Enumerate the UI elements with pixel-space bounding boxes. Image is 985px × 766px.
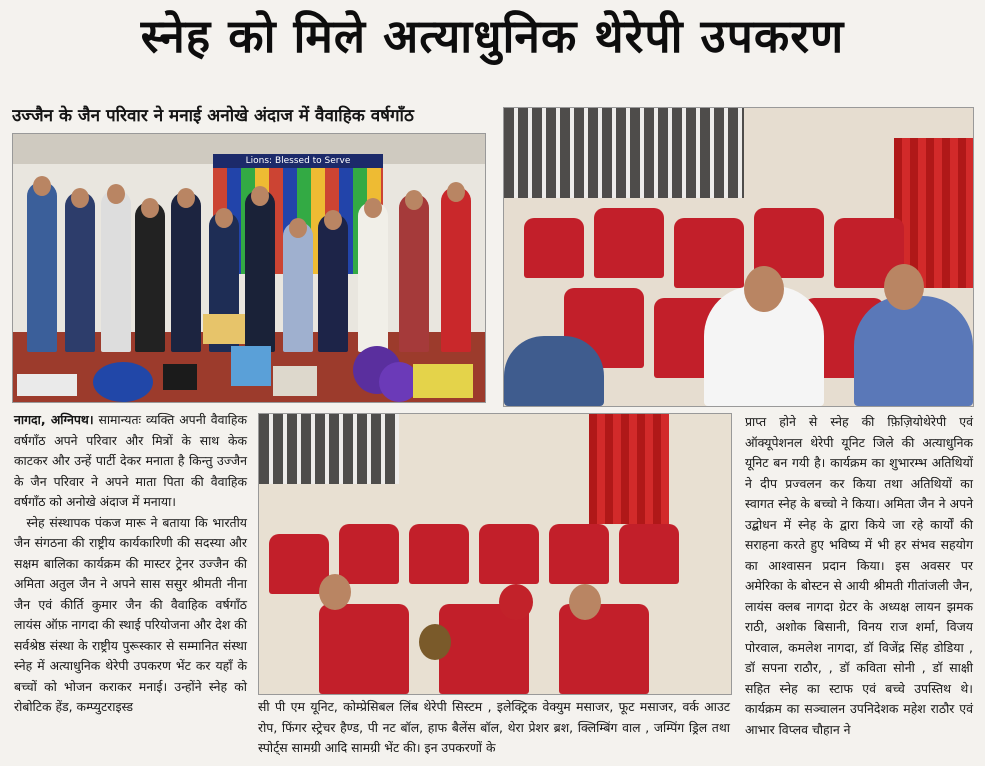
person-head [364, 198, 382, 218]
paragraph: सामान्यतः व्यक्ति अपनी वैवाहिक वर्षगाँठ अपने परिवार और मित्रों के साथ केक काटकर और उन्हें पार्टी देकर मनाता है किन्तु उज्जैन के जैन परिवार ने अपने माता पिता की वैवाहिक वर्षगाँठ को अनोखे अंदाज में मनाया। [14, 412, 247, 509]
dateline: नागदा, अग्निपथ। [14, 412, 94, 427]
person [101, 190, 131, 352]
person-head [107, 184, 125, 204]
article-column-1 [14, 410, 247, 718]
person-head [177, 188, 195, 208]
seat [339, 524, 399, 584]
guest [504, 336, 604, 406]
seat [319, 604, 409, 694]
child-head [419, 624, 451, 660]
person-head [324, 210, 342, 230]
guest-blue-shirt [854, 296, 973, 406]
children-photo [258, 413, 732, 695]
seat [559, 604, 649, 694]
article-column-2 [745, 412, 973, 740]
wall-photo-board [504, 108, 744, 198]
paragraph: स्नेह संस्थापक पंकज मारू ने बताया कि भारतीय जैन संगठना की राष्ट्रीय कार्यकारिणी की सदस्या और सक्षम बालिका कार्यक्रम की मास्टर ट्रेनर उज्जैन की अमिता अतुल जैन ने अपने सास ससुर श्रीमती नीना जैन एवं कीर्ति कुमार जैन की वैवाहिक वर्षगाँठ लायंस ऑफ़ नागदा की स्थाई परियोजना और देश की सर्वश्रेष्ठ संस्था के राष्ट्रीय पुरूस्कार से सम्मानित संस्था स्नेह में अत्याधुनिक थेरेपी उपकरण भेंट कर यहाँ के बच्चों को भोजन कराकर मनाई। उन्होंने स्नेह को रोबोटिक हेंड, कम्प्युटराइस्ड [14, 514, 247, 714]
person [318, 214, 348, 352]
equipment-box [273, 366, 317, 396]
article-column-under-photo [258, 697, 730, 759]
child-head [499, 584, 533, 620]
curtain [589, 414, 669, 524]
person-head [71, 188, 89, 208]
person [27, 182, 57, 352]
equipment-box [203, 314, 245, 344]
subheadline: उज्जैन के जैन परिवार ने मनाई अनोखे अंदाज में वैवाहिक वर्षगाँठ [12, 106, 414, 126]
wall-photo-board [259, 414, 399, 484]
person-head [33, 176, 51, 196]
guest-head [744, 266, 784, 312]
person [399, 194, 429, 352]
person [283, 222, 313, 352]
paragraph: सी पी एम यूनिट, कोम्प्रेसिबल लिंब थेरेपी सिस्टम , इलेक्ट्रिक वेक्युम मसाजर, फूट मसाजर, वर्क आउट रोप, फिंगर स्ट्रेचर हैण्ड, पी नट बॉल, हाफ बैलेंस बॉल, थेरा प्रेशर ब्रश, क्लिम्बिंग वाल , जम्पिंग ड्रिल तथा स्पोर्ट्स सामग्री आदि सामग्री भेंट की। इन उपकरणों के [258, 699, 730, 755]
person-head [447, 182, 465, 202]
seat [409, 524, 469, 584]
person-head [141, 198, 159, 218]
person [358, 202, 388, 352]
person [65, 192, 95, 352]
child-head [569, 584, 601, 620]
guest-head [884, 264, 924, 310]
person [441, 187, 471, 352]
person [171, 192, 201, 352]
banner-text: Lions: Blessed to Serve [213, 154, 383, 168]
person-head [289, 218, 307, 238]
person-head [405, 190, 423, 210]
group-photo [12, 133, 486, 403]
person [135, 202, 165, 352]
audience-photo [503, 107, 974, 407]
headline: स्नेह को मिले अत्याधुनिक थेरेपी उपकरण [140, 9, 845, 63]
person [245, 190, 275, 352]
seat [479, 524, 539, 584]
seat [549, 524, 609, 584]
equipment-box [163, 364, 197, 390]
equipment-box [413, 364, 473, 398]
equipment-box [231, 346, 271, 386]
equipment-box [17, 374, 77, 396]
paragraph: प्राप्त होने से स्नेह की फ़िज़ियोथेरेपी एवं ऑक्यूपेशनल थेरेपी यूनिट जिले की अत्याधुनिक यूनिट बन गयी है। कार्यक्रम का शुभारम्भ अतिथियों ने दीप प्रज्वलन कर किया तथा अतिथियों का स्वागत स्नेह के बच्चो ने किया। अमिता जैन ने अपने उद्बोधन में स्नेह के द्वारा किये जा रहे कार्यों की सराहना करते हुए भविष्य में भी हर संभव सहयोग का आश्वासन प्रदान किया। इस अवसर पर अमेरिका के बोस्टन से आयी श्रीमती गीतांजली जैन, लायंस क्लब नागदा ग्रेटर के अध्यक्ष लायन झमक राठी, अशोक बिसानी, विनय राज शर्मा, विजय पोरवाल, कमलेश नागदा, डॉ विजेंद्र सिंह डोडिया , डॉ सपना राठौर, , डॉ कविता सोनी , डॉ साक्षी सहित स्नेह का स्टाफ एवं बच्चे उपस्तिथ थे। कार्यक्रम का सञ्चालन उपनिदेशक महेश राठौर एवं आभार विप्लव चौहान ने [745, 414, 973, 737]
seat [594, 208, 664, 278]
balance-ball [93, 362, 153, 402]
seat [524, 218, 584, 278]
child-head [319, 574, 351, 610]
seat [619, 524, 679, 584]
person-head [251, 186, 269, 206]
seat [674, 218, 744, 288]
person-head [215, 208, 233, 228]
